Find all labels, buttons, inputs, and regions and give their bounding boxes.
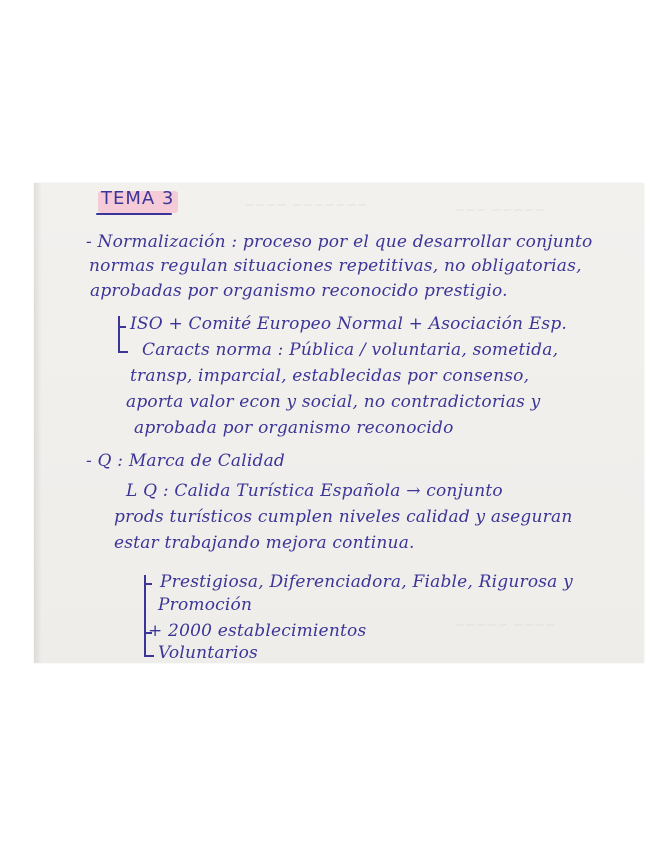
- note-line: [134, 418, 454, 438]
- note-line-text: Caracts norma : Pública / voluntaria, sometida,: [142, 340, 559, 360]
- note-line: [89, 256, 582, 276]
- note-line-text: Voluntarios: [158, 643, 258, 663]
- note-line-text: estar trabajando mejora continua.: [114, 533, 415, 553]
- note-line-text: ISO + Comité Europeo Normal + Asociación Esp.: [130, 314, 568, 334]
- note-line: [158, 595, 252, 615]
- bleed-through-mark: ~~~~ ~~~~~: [454, 618, 557, 633]
- note-line-text: + 2000 establecimientos: [148, 621, 367, 641]
- note-line-text: aporta valor econ y social, no contradictorias y: [126, 392, 541, 412]
- note-line: [114, 533, 415, 553]
- note-line: [126, 392, 541, 412]
- note-line: [126, 481, 503, 501]
- note-line: [158, 643, 258, 663]
- note-line: [86, 451, 285, 471]
- note-line-text: aprobadas por organismo reconocido prestigio.: [90, 281, 508, 301]
- notebook-page: [34, 183, 644, 663]
- page-edge-shadow: [34, 183, 42, 663]
- title-text: TEMA 3: [101, 188, 175, 209]
- note-line: [86, 232, 592, 252]
- tree-tick: [144, 655, 154, 657]
- tree-connector: [144, 575, 146, 657]
- bleed-through-mark: ~~~~~~~ ~~~~: [244, 198, 368, 213]
- note-title: [98, 188, 181, 215]
- note-line-text: Prestigiosa, Diferenciadora, Fiable, Rigurosa y: [160, 572, 573, 592]
- title-underline: [96, 213, 172, 215]
- note-line-text: aprobada por organismo reconocido: [134, 418, 454, 438]
- note-line: [130, 366, 529, 386]
- note-line-text: - Q : Marca de Calidad: [86, 451, 286, 471]
- note-line-text: transp, imparcial, establecidas por consenso,: [130, 366, 530, 386]
- note-line-text: Promoción: [158, 595, 253, 615]
- note-line: [148, 621, 366, 641]
- note-line: [90, 281, 508, 301]
- note-line: [142, 340, 558, 360]
- tree-tick: [144, 583, 152, 585]
- note-line-text: normas regulan situaciones repetitivas, no obligatorias,: [89, 256, 582, 276]
- tree-tick: [118, 326, 126, 328]
- note-line: [160, 572, 573, 592]
- note-line: [130, 314, 567, 334]
- note-line-text: prods turísticos cumplen niveles calidad y aseguran: [114, 507, 573, 527]
- bleed-through-mark: ~~~~~ ~~~: [454, 203, 546, 218]
- note-line: [114, 507, 572, 527]
- tree-tick: [118, 351, 128, 353]
- tree-connector: [118, 316, 120, 353]
- note-line-text: L Q : Calida Turística Española → conjunto: [126, 481, 503, 501]
- note-line-text: - Normalización : proceso por el que desarrollar conjunto: [86, 232, 593, 252]
